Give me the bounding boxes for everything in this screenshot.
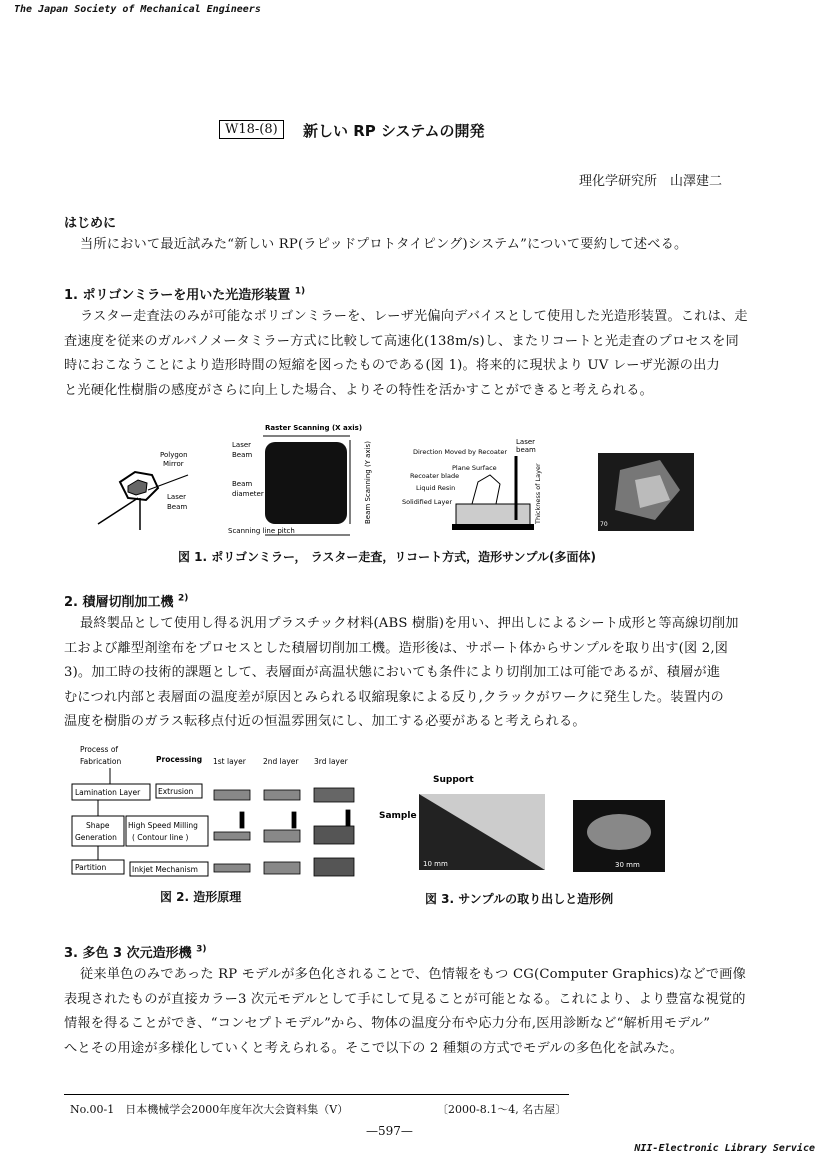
shape-label-1: Shape — [86, 821, 110, 830]
footer-right: 〔2000-8.1～4, 名古屋〕 — [437, 1103, 567, 1116]
milling-label-2: ( Contour line ) — [132, 833, 189, 842]
figure3 — [375, 770, 675, 880]
solidified-layer-label: Solidified Layer — [402, 498, 453, 506]
section2-body — [64, 612, 764, 735]
text-line: 3)。加工時の技術的課題として、表層面が高温状態においても条件により切削加工は可能であるが、積層が進 — [64, 665, 721, 680]
text-line: 査速度を従来のガルバノメータミラー方式に比較して高速化(138m/s)し、またリコートと光走査のプロセスを同 — [64, 333, 739, 349]
thickness-label: Thickness of Layer — [534, 463, 542, 524]
section3-body — [64, 963, 764, 1061]
section1-body — [64, 305, 764, 403]
section2-heading — [64, 591, 188, 610]
paper-code: W18-(8) — [219, 120, 284, 139]
text-line: 従来単色のみであった RP モデルが多色化されることで、色情報をもつ CG(Computer Graphics)などで画像 — [80, 967, 747, 982]
laser-beam-right-1: Laser — [516, 438, 536, 446]
beam-diameter-2: diameter — [232, 490, 264, 498]
text-line: 表現されたものが直接カラー3 次元モデルとして手にして見ることが可能となる。これにより、より豊富な視覚的 — [64, 991, 746, 1007]
extrusion-label: Extrusion — [158, 787, 194, 796]
support-label: Support — [433, 775, 474, 785]
beam-diameter-1: Beam — [232, 480, 253, 488]
sample-label: Sample — [379, 811, 417, 821]
milling-label-1: High Speed Milling — [128, 821, 198, 830]
processing-label: Processing — [156, 755, 203, 764]
scale2-label: 30 mm — [615, 861, 640, 869]
layer3-label: 3rd layer — [314, 757, 348, 766]
sample-photo — [598, 453, 694, 531]
recoater-diagram — [402, 438, 542, 530]
footer-rule — [64, 1094, 569, 1095]
intro-text: 当所において最近試みた“新しい RP(ラピッドプロトタイピング)システム”について要約して述べる。 — [80, 237, 688, 252]
inkjet-label: Inkjet Mechanism — [132, 865, 198, 874]
recoater-blade-label: Recoater blade — [410, 472, 460, 480]
scale1-label: 10 mm — [423, 860, 448, 868]
text-line: と光硬化性樹脂の感度がさらに向上した場合、よりその特性を活かすことができると考えられる。 — [64, 382, 654, 398]
polygon-mirror-diagram — [98, 451, 188, 530]
section3-ref: 3) — [196, 944, 207, 955]
section3-heading — [64, 942, 207, 961]
lamination-label: Lamination Layer — [75, 788, 141, 797]
section2-ref: 2) — [178, 593, 189, 604]
text-line: 最終製品として使用し得る汎用プラスチック材料(ABS 樹脂)を用い、押出しによるシート成形と等高線切削加 — [80, 616, 739, 631]
model-photo — [573, 800, 665, 872]
intro-heading: はじめに — [64, 216, 117, 231]
page-number: —597— — [366, 1124, 413, 1138]
polygon-label-1: Polygon — [160, 451, 188, 459]
paper-title: 新しい RP システムの開発 — [303, 122, 485, 140]
section1-ref: 1) — [294, 286, 306, 297]
layer2-label: 2nd layer — [263, 757, 299, 766]
laser-text: Laser — [232, 441, 252, 449]
footer-left: No.00-1 日本機械学会2000年度年次大会資料集（V） — [70, 1103, 349, 1116]
section1-title: 1. ポリゴンミラーを用いた光造形装置 — [64, 288, 291, 303]
laser-label-2: Beam — [167, 503, 188, 511]
beam-text: Beam — [232, 451, 253, 459]
text-line: 情報を得ることができ、“コンセプトモデル”から、物体の温度分布や応力分布,医用診断など“解析用モデル” — [64, 1016, 711, 1031]
text-line: 時におこなうことにより造形時間の短縮を図ったものである(図 1)。将来的に現状より UV レーザ光源の出力 — [64, 358, 720, 373]
process-label-2: Fabrication — [80, 757, 122, 766]
text-line: 温度を樹脂のガラス転移点付近の恒温雰囲気にし、加工する必要があると考えられる。 — [64, 714, 586, 729]
raster-label: Raster Scanning (X axis) — [265, 424, 363, 432]
photo-mark: 70 — [600, 521, 608, 528]
laser-label-1: Laser — [167, 493, 187, 501]
section3-title: 3. 多色 3 次元造形機 — [64, 946, 192, 961]
figure2-caption: 図 2. 造形原理 — [160, 890, 242, 904]
scanning-pitch-label: Scanning line pitch — [228, 527, 295, 535]
society-header: The Japan Society of Mechanical Engineers — [14, 4, 261, 15]
liquid-resin-label: Liquid Resin — [416, 484, 456, 492]
library-service: NII-Electronic Library Service — [634, 1143, 815, 1154]
laser-beam-right-2: beam — [516, 446, 536, 454]
text-line: ラスター走査法のみが可能なポリゴンミラーを、レーザ光偏向デバイスとして使用した光造形装置。これは、走 — [80, 309, 748, 324]
process-sketches — [214, 788, 354, 876]
partition-label: Partition — [75, 863, 107, 872]
direction-label: Direction Moved by Recoater — [413, 448, 508, 456]
figure1-caption: 図 1. ポリゴンミラー， ラスター走査，リコート方式，造形サンプル(多面体) — [178, 550, 597, 564]
text-line: 工および離型剤塗布をプロセスとした積層切削加工機。造形後は、サポート体からサンプルを取り出す(図 2,図 — [64, 640, 729, 656]
text-line: むにつれ内部と表層面の温度差が原因とみられる収縮現象による反り,クラックがワークに発生した。装置内の — [64, 689, 724, 705]
raster-diagram — [228, 424, 372, 535]
sample-extraction-photo — [419, 794, 545, 870]
figure1 — [80, 420, 720, 545]
section2-title: 2. 積層切削加工機 — [64, 595, 174, 610]
author: 理化学研究所 山澤建二 — [578, 174, 722, 189]
beam-scanning-label: Beam Scanning (Y axis) — [364, 441, 372, 524]
layer1-label: 1st layer — [213, 757, 246, 766]
figure3-caption: 図 3. サンプルの取り出しと造形例 — [425, 892, 614, 906]
process-label-1: Process of — [80, 745, 119, 754]
polygon-label-2: Mirror — [163, 460, 184, 468]
shape-label-2: Generation — [75, 833, 117, 842]
figure2 — [70, 740, 370, 885]
section1-heading — [64, 284, 305, 303]
text-line: へとその用途が多様化していくと考えられる。そこで以下の 2 種類の方式でモデルの多色化を試みた。 — [64, 1040, 684, 1056]
plane-surface-label: Plane Surface — [452, 464, 497, 472]
